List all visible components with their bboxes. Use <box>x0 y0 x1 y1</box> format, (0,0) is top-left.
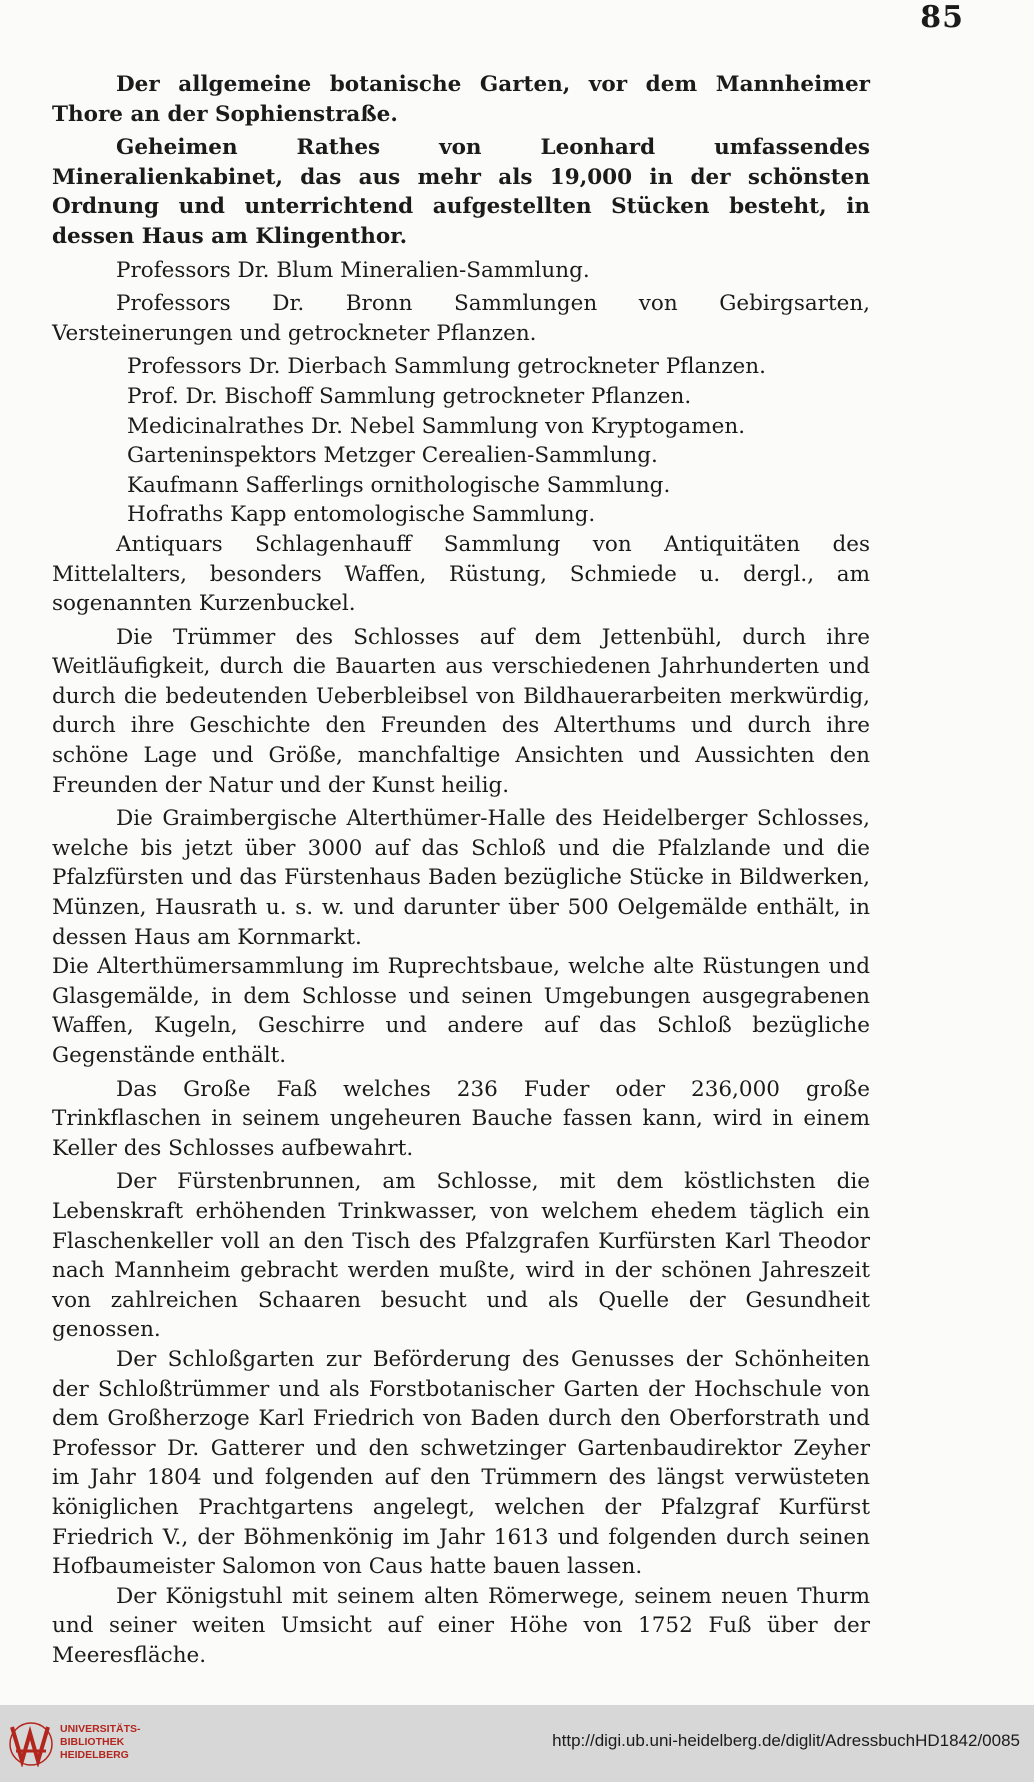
paragraph-schlagenhauff: Antiquars Schlagenhauff Sammlung von Antiquitäten des Mittelalters, besonders Waffen, Rüstung, Schmiede u. dergl., am sogenannten Kurzenbuckel. <box>52 531 870 617</box>
paragraph-koenigstuhl: Der Königstuhl mit seinem alten Römerwege, seinem neuen Thurm und seiner weiten Umsicht auf einer Höhe von 1752 Fuß über der Meeresfläche. <box>52 1583 870 1668</box>
library-name <box>60 1723 141 1762</box>
paragraph-ruprechtsbau: Die Alterthümersammlung im Ruprechtsbaue, welche alte Rüstungen und Glasgemälde, in dem Schlosse und seinen Umgebungen ausgegrabenen Waffen, Kugeln, Geschirre und andere auf das Schloß bezügliche Gegenstände enthält. <box>52 954 870 1068</box>
paragraph-schlosstruemmer: Die Trümmer des Schlosses auf dem Jettenbühl, durch ihre Weitläufigkeit, durch die Bauarten aus verschiedenen Jahrhunderten und durch die bedeutenden Ueberbleibsel von Bildhauerarbeiten merkwürdig, durch ihre Geschichte den Freunden des Alterthums und durch ihre schöne Lage und Größe, manchfaltige Ansichten und Aussichten den Freunden der Natur und der Kunst heilig. <box>52 624 870 798</box>
source-url[interactable]: http://digi.ub.uni-heidelberg.de/diglit/AdressbuchHD1842/0085 <box>552 1731 1020 1750</box>
paragraph-schlossgarten: Der Schloßgarten zur Beförderung des Genusses der Schönheiten der Schloßtrümmer und als Forstbotanischer Garten der Hochschule von dem Großherzoge Karl Friedrich von Baden durch den Oberforstrath und Professor Dr. Gatterer und den schwetzinger Gartenbaudirektor Zeyher im Jahr 1804 und folgenden auf den Trümmern des längst verwüsteten königlichen Prachtgartens angelegt, welchen der Pfalzgraf Kurfürst Friedrich V., der Böhmenkönig im Jahr 1613 und folgenden durch seinen Hofbaumeister Salomon von Caus hatte bauen lassen. <box>52 1346 870 1580</box>
paragraph-botanischer-garten: Der allgemeine botanische Garten, vor dem Mannheimer Thore an der Sophienstraße. <box>52 72 870 127</box>
list-item: Prof. Dr. Bischoff Sammlung getrockneter Pflanzen. <box>127 383 692 409</box>
page-text <box>52 70 870 1674</box>
list-item: Medicinalrathes Dr. Nebel Sammlung von Kryptogamen. <box>127 413 746 439</box>
paragraph-grosses-fass: Das Große Faß welches 236 Fuder oder 236,000 große Trinkflaschen in seinem ungeheuren Bauche fassen kann, wird in einem Keller des Schlosses aufbewahrt. <box>52 1076 870 1161</box>
list-item: Kaufmann Safferlings ornithologische Sammlung. <box>127 472 671 498</box>
paragraph-blum: Professors Dr. Blum Mineralien-Sammlung. <box>116 257 590 283</box>
list-item: Hofraths Kapp entomologische Sammlung. <box>127 502 596 528</box>
page-number: 85 <box>920 0 964 35</box>
library-seal-icon <box>8 1721 54 1767</box>
paragraph-graimberg: Die Graimbergische Alterthümer-Halle des Heidelberger Schlosses, welche bis jetzt über 3000 auf das Schloß und die Pfalzlande und die Pfalzfürsten und das Fürstenhaus Baden bezügliche Stücke in Bildwerken, Münzen, Hausrath u. s. w. und darunter über 500 Oelgemälde enthält, in dessen Haus am Kornmarkt. <box>52 806 870 950</box>
paragraph-fuerstenbrunnen: Der Fürstenbrunnen, am Schlosse, mit dem köstlichsten die Lebenskraft erhöhenden Trinkwasser, von welchem ehedem täglich ein Flaschenkeller voll an den Tisch des Pfalzgrafen Kurfürsten Karl Theodor nach Mannheim gebracht werden mußte, wird in der schönen Jahreszeit von zahlreichen Schaaren besucht und als Quelle der Gesundheit genossen. <box>52 1169 870 1343</box>
paragraph-bronn: Professors Dr. Bronn Sammlungen von Gebirgsarten, Versteinerungen und getrockneter Pflanzen. <box>52 291 870 346</box>
paragraph-mineralienkabinet: Geheimen Rathes von Leonhard umfassendes Mineralienkabinet, das aus mehr als 19,000 in der schönsten Ordnung und unterrichtend aufgestellten Stücken besteht, in dessen Haus am Klingenthor. <box>52 135 870 249</box>
library-logo[interactable] <box>8 1719 148 1771</box>
library-name-line: HEIDELBERG <box>60 1749 129 1761</box>
list-item: Professors Dr. Dierbach Sammlung getrockneter Pflanzen. <box>127 354 766 380</box>
library-name-line: UNIVERSITÄTS- <box>60 1723 141 1735</box>
list-item: Garteninspektors Metzger Cerealien-Sammlung. <box>127 443 658 469</box>
footer-bar <box>0 1705 1034 1782</box>
library-name-line: BIBLIOTHEK <box>60 1736 125 1748</box>
